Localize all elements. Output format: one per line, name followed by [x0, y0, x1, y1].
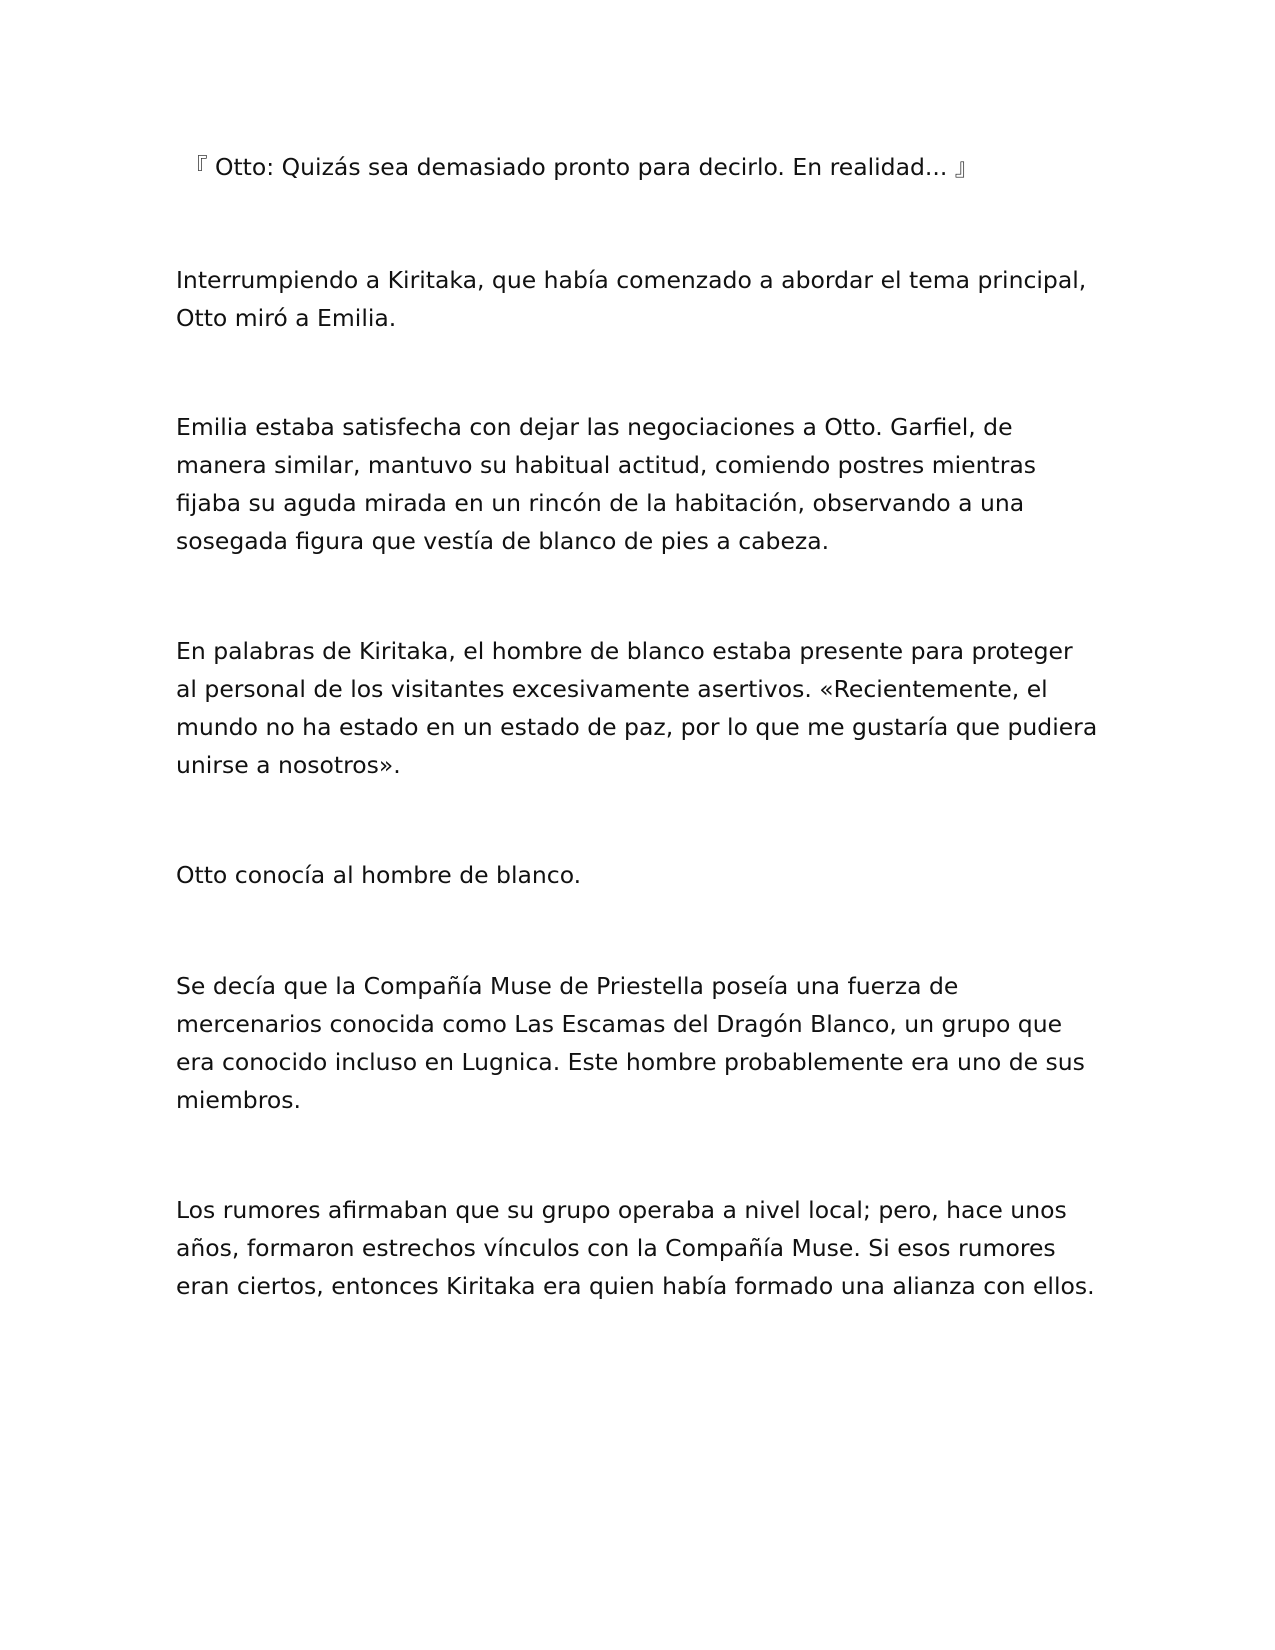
paragraph-6	[176, 1191, 1111, 1305]
text-line: En palabras de Kiritaka, el hombre de blanco estaba presente para proteger	[176, 637, 1073, 665]
paragraph-5	[176, 967, 1111, 1119]
text-line: Emilia estaba satisfecha con dejar las negociaciones a Otto. Garfiel, de	[176, 413, 1013, 441]
text-line: manera similar, mantuvo su habitual actitud, comiendo postres mientras	[176, 451, 1037, 479]
text-line: años, formaron estrechos vínculos con la Compañía Muse. Si esos rumores	[176, 1234, 1056, 1262]
text-line: miembros.	[176, 1086, 301, 1114]
text-line: Se decía que la Compañía Muse de Priestella poseía una fuerza de	[176, 972, 959, 1000]
text-line: 『 Otto: Quizás sea demasiado pronto para decirlo. En realidad... 』	[184, 153, 979, 181]
text-line: mundo no ha estado en un estado de paz, por lo que me gustaría que pudiera	[176, 713, 1098, 741]
text-line: Interrumpiendo a Kiritaka, que había comenzado a abordar el tema principal,	[176, 266, 1087, 294]
text-line: fijaba su aguda mirada en un rincón de la habitación, observando a una	[176, 489, 1025, 517]
text-line: Los rumores afirmaban que su grupo operaba a nivel local; pero, hace unos	[176, 1196, 1067, 1224]
text-line: Otto miró a Emilia.	[176, 304, 397, 332]
paragraph-1	[176, 261, 1111, 337]
paragraph-2	[176, 408, 1111, 560]
text-line: eran ciertos, entonces Kiritaka era quien había formado una alianza con ellos.	[176, 1272, 1095, 1300]
text-line: sosegada figura que vestía de blanco de pies a cabeza.	[176, 527, 830, 555]
text-line: Otto conocía al hombre de blanco.	[176, 861, 582, 889]
text-line: era conocido incluso en Lugnica. Este hombre probablemente era uno de sus	[176, 1048, 1085, 1076]
text-line: mercenarios conocida como Las Escamas del Dragón Blanco, un grupo que	[176, 1010, 1063, 1038]
paragraph-4	[176, 856, 1111, 894]
text-line: unirse a nosotros».	[176, 751, 401, 779]
paragraph-3	[176, 632, 1111, 784]
text-line: al personal de los visitantes excesivamente asertivos. «Recientemente, el	[176, 675, 1048, 703]
dialogue-line-otto	[184, 148, 1119, 186]
